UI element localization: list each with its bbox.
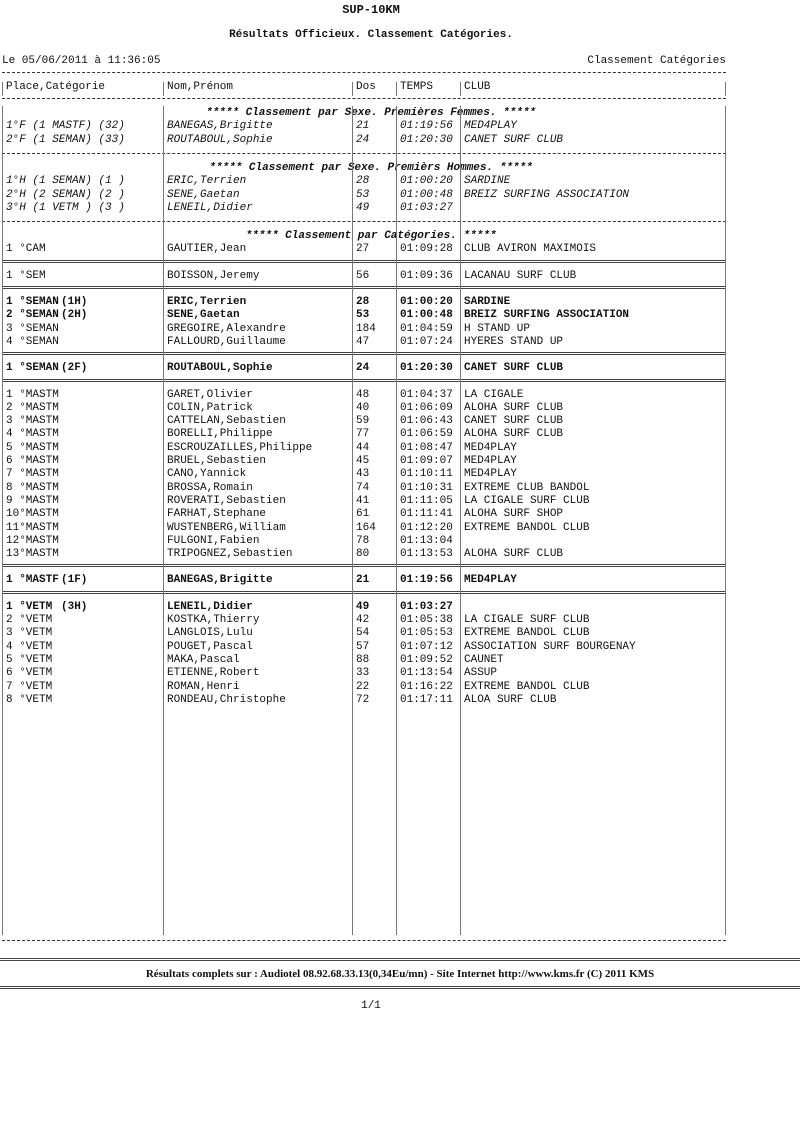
header-club: CLUB (464, 81, 491, 93)
table-row (0, 428, 742, 441)
column-rule (163, 82, 164, 96)
dos-cell: 53 (356, 188, 370, 201)
print-date: Le 05/06/2011 à 11:36:05 (2, 55, 161, 67)
header-name: Nom,Prénom (167, 81, 234, 93)
dos-cell: 59 (356, 415, 370, 428)
time-cell: 01:07:12 (400, 640, 453, 653)
dos-cell: 78 (356, 534, 370, 547)
club-cell: HYERES STAND UP (464, 335, 564, 348)
name-cell: TRIPOGNEZ,Sebastien (167, 548, 293, 561)
place-cell: 10°MASTM (6, 508, 59, 521)
table-row (0, 243, 742, 256)
time-cell: 01:00:48 (400, 188, 453, 201)
place-cell: 1 °SEM (6, 269, 46, 282)
column-rule (725, 82, 726, 96)
table-row (0, 389, 742, 402)
name-cell: LANGLOIS,Lulu (167, 627, 253, 640)
place-cell: 9 °MASTM (6, 494, 59, 507)
time-cell: 01:04:37 (400, 388, 453, 401)
name-cell: BROSSA,Romain (167, 481, 253, 494)
document-title: SUP-10KM (342, 3, 400, 17)
place-cell: 5 °VETM (6, 653, 53, 666)
table-row (0, 627, 742, 640)
club-cell: EXTREME CLUB BANDOL (464, 481, 590, 494)
dos-cell: 41 (356, 494, 370, 507)
name-cell: ROMAN,Henri (167, 680, 240, 693)
club-cell: CANET SURF CLUB (464, 362, 564, 375)
divider (2, 352, 726, 355)
place-cell: 6 °VETM (6, 667, 53, 680)
club-cell: ASSOCIATION SURF BOURGENAY (464, 640, 636, 653)
dos-cell: 21 (356, 120, 370, 133)
rank-tag: (2H) (61, 309, 88, 322)
club-cell: EXTREME BANDOL CLUB (464, 627, 590, 640)
table-row (0, 415, 742, 428)
time-cell: 01:12:20 (400, 521, 453, 534)
time-cell: 01:17:11 (400, 693, 453, 706)
table-row (0, 309, 742, 322)
place-cell: 3 °SEMAN (6, 322, 59, 335)
time-cell: 01:10:31 (400, 481, 453, 494)
place-cell: 1 °CAM (6, 243, 46, 256)
table-row (0, 614, 742, 627)
time-cell: 01:16:22 (400, 680, 453, 693)
table-row (0, 323, 742, 336)
name-cell: GAUTIER,Jean (167, 243, 247, 256)
club-cell: SARDINE (464, 296, 511, 308)
dos-cell: 45 (356, 455, 370, 467)
club-cell: MED4PLAY (464, 455, 517, 467)
table-row (0, 482, 742, 495)
dos-cell: 24 (356, 362, 370, 375)
classement-label: Classement Catégories (587, 55, 726, 67)
time-cell: 01:06:59 (400, 428, 453, 441)
divider (2, 98, 726, 99)
place-cell: 8 °MASTM (6, 481, 59, 494)
place-cell: 11°MASTM (6, 521, 59, 534)
table-row (0, 175, 742, 188)
time-cell: 01:13:54 (400, 667, 453, 680)
footer-text: Résultats complets sur : Audiotel 08.92.68.33.13(0,34Eu/mn) - Site Internet http://www.kms.fr (C) 2011 KMS (145, 968, 655, 980)
table-row (0, 336, 742, 349)
place-cell: 3 °VETM (6, 627, 53, 640)
time-cell: 01:00:20 (400, 296, 453, 308)
name-cell: ERIC,Terrien (167, 296, 247, 308)
club-cell: MED4PLAY (464, 441, 517, 454)
time-cell: 01:09:28 (400, 243, 453, 256)
time-cell: 01:19:56 (400, 120, 453, 133)
time-cell: 01:09:52 (400, 653, 453, 666)
club-cell: BREIZ SURFING ASSOCIATION (464, 309, 630, 322)
name-cell: ROUTABOUL,Sophie (167, 133, 273, 146)
table-row (0, 296, 742, 309)
time-cell: 01:13:04 (400, 534, 453, 547)
table-row (0, 495, 742, 508)
club-cell: CAUNET (464, 653, 504, 666)
name-cell: GREGOIRE,Alexandre (167, 322, 286, 335)
name-cell: POUGET,Pascal (167, 640, 253, 653)
dos-cell: 49 (356, 600, 370, 613)
place-cell: 12°MASTM (6, 534, 59, 547)
place-cell: 1°F (1 MASTF) (32) (6, 120, 125, 133)
column-rule (396, 82, 397, 96)
name-cell: RONDEAU,Christophe (167, 693, 286, 706)
column-rule (352, 106, 353, 935)
dos-cell: 22 (356, 680, 370, 693)
divider (2, 940, 726, 941)
section-heading: ***** Classement par Sexe. Premièrs Hommes. ***** (209, 161, 533, 174)
name-cell: LENEIL,Didier (167, 201, 253, 214)
place-cell: 5 °MASTM (6, 441, 59, 454)
place-cell: 3 °MASTM (6, 415, 59, 428)
time-cell: 01:04:59 (400, 322, 453, 335)
name-cell: ROVERATI,Sebastien (167, 494, 286, 507)
place-cell: 7 °VETM (6, 680, 53, 693)
divider (2, 221, 726, 222)
time-cell: 01:03:27 (400, 600, 453, 613)
dos-cell: 24 (356, 133, 370, 146)
place-cell: 1 °SEMAN (6, 296, 59, 308)
name-cell: BORELLI,Philippe (167, 428, 273, 441)
name-cell: ERIC,Terrien (167, 175, 247, 188)
table-row (0, 667, 742, 680)
time-cell: 01:11:05 (400, 494, 453, 507)
club-cell: ALOHA SURF CLUB (464, 401, 564, 414)
club-cell: MED4PLAY (464, 120, 517, 133)
time-cell: 01:05:53 (400, 627, 453, 640)
name-cell: CANO,Yannick (167, 468, 247, 481)
dos-cell: 48 (356, 388, 370, 401)
place-cell: 6 °MASTM (6, 455, 59, 467)
dos-cell: 72 (356, 693, 370, 706)
table-row (0, 362, 742, 375)
place-cell: 2 °VETM (6, 614, 53, 626)
table-row (0, 402, 742, 415)
name-cell: SENE,Gaetan (167, 309, 240, 322)
header-time: TEMPS (400, 81, 434, 93)
section-heading: ***** Classement par Catégories. ***** (245, 230, 497, 243)
club-cell: ALOA SURF CLUB (464, 693, 557, 706)
table-row (0, 508, 742, 521)
dos-cell: 57 (356, 640, 370, 653)
table-row (0, 270, 742, 283)
column-rule (460, 106, 461, 935)
name-cell: GARET,Olivier (167, 388, 253, 401)
table-row (0, 601, 742, 614)
place-cell: 8 °VETM (6, 693, 53, 706)
time-cell: 01:13:53 (400, 548, 453, 561)
time-cell: 01:00:48 (400, 309, 453, 322)
club-cell: LA CIGALE SURF CLUB (464, 614, 590, 626)
rank-tag: (1H) (61, 296, 88, 308)
divider (2, 379, 726, 382)
time-cell: 01:09:36 (400, 269, 453, 282)
dos-cell: 42 (356, 614, 370, 626)
place-cell: 4 °MASTM (6, 428, 59, 441)
footer-rule (0, 986, 800, 989)
dos-cell: 43 (356, 468, 370, 481)
column-rule (460, 82, 461, 96)
time-cell: 01:11:41 (400, 508, 453, 521)
rank-tag: (2F) (61, 362, 88, 375)
club-cell: CANET SURF CLUB (464, 133, 564, 146)
time-cell: 01:20:30 (400, 133, 453, 146)
dos-cell: 88 (356, 653, 370, 666)
time-cell: 01:06:43 (400, 415, 453, 428)
name-cell: FULGONI,Fabien (167, 534, 260, 547)
time-cell: 01:07:24 (400, 335, 453, 348)
table-row (0, 468, 742, 481)
header-dos: Dos (356, 81, 376, 93)
place-cell: 1 °MASTM (6, 388, 59, 401)
place-cell: 1 °MASTF (6, 574, 59, 587)
dos-cell: 80 (356, 548, 370, 561)
dos-cell: 49 (356, 201, 370, 214)
name-cell: COLIN,Patrick (167, 401, 253, 414)
footer-rule (0, 958, 800, 961)
dos-cell: 28 (356, 296, 370, 308)
dos-cell: 47 (356, 335, 370, 348)
name-cell: SENE,Gaetan (167, 188, 240, 201)
dos-cell: 54 (356, 627, 370, 640)
page-number: 1/1 (361, 1000, 381, 1012)
column-rule (352, 82, 353, 96)
name-cell: ROUTABOUL,Sophie (167, 362, 273, 375)
divider (2, 72, 726, 73)
dos-cell: 184 (356, 322, 376, 335)
time-cell: 01:08:47 (400, 441, 453, 454)
divider (2, 564, 726, 567)
place-cell: 2°H (2 SEMAN) (2 ) (6, 188, 125, 201)
table-row (0, 548, 742, 561)
club-cell: H STAND UP (464, 322, 531, 335)
place-cell: 1 °SEMAN (6, 362, 59, 375)
place-cell: 1°H (1 SEMAN) (1 ) (6, 175, 125, 188)
name-cell: ETIENNE,Robert (167, 667, 260, 680)
club-cell: EXTREME BANDOL CLUB (464, 680, 590, 693)
place-cell: 2 °MASTM (6, 401, 59, 414)
dos-cell: 77 (356, 428, 370, 441)
club-cell: SARDINE (464, 175, 511, 188)
table-row (0, 574, 742, 587)
place-cell: 1 °VETM (6, 600, 53, 613)
dos-cell: 164 (356, 521, 376, 534)
table-row (0, 134, 742, 147)
name-cell: LENEIL,Didier (167, 600, 253, 613)
name-cell: BANEGAS,Brigitte (167, 574, 273, 587)
name-cell: MAKA,Pascal (167, 653, 240, 666)
table-row (0, 202, 742, 215)
club-cell: LA CIGALE SURF CLUB (464, 494, 590, 507)
divider (2, 286, 726, 289)
time-cell: 01:10:11 (400, 468, 453, 481)
table-row (0, 641, 742, 654)
table-row (0, 654, 742, 667)
time-cell: 01:03:27 (400, 201, 453, 214)
section-heading: ***** Classement par Sexe. Premières Femmes. ***** (205, 107, 537, 119)
divider (2, 591, 726, 594)
dos-cell: 33 (356, 667, 370, 680)
divider (2, 153, 726, 154)
dos-cell: 53 (356, 309, 370, 322)
table-row (0, 120, 742, 133)
place-cell: 4 °SEMAN (6, 335, 59, 348)
table-row (0, 535, 742, 548)
dos-cell: 40 (356, 401, 370, 414)
time-cell: 01:20:30 (400, 362, 453, 375)
dos-cell: 74 (356, 481, 370, 494)
club-cell: ASSUP (464, 667, 498, 680)
time-cell: 01:19:56 (400, 574, 453, 587)
club-cell: ALOHA SURF SHOP (464, 508, 564, 521)
table-row (0, 522, 742, 535)
time-cell: 01:06:09 (400, 401, 453, 414)
name-cell: BRUEL,Sebastien (167, 455, 267, 467)
dos-cell: 61 (356, 508, 370, 521)
name-cell: WUSTENBERG,William (167, 521, 286, 534)
column-rule (2, 106, 3, 935)
header-place: Place,Catégorie (6, 81, 106, 93)
club-cell: CANET SURF CLUB (464, 415, 564, 428)
club-cell: LACANAU SURF CLUB (464, 269, 577, 282)
time-cell: 01:00:20 (400, 175, 453, 188)
time-cell: 01:05:38 (400, 614, 453, 626)
club-cell: MED4PLAY (464, 468, 517, 481)
divider (2, 260, 726, 263)
club-cell: CLUB AVIRON MAXIMOIS (464, 243, 597, 256)
dos-cell: 28 (356, 175, 370, 188)
dos-cell: 56 (356, 269, 370, 282)
dos-cell: 27 (356, 243, 370, 256)
name-cell: BANEGAS,Brigitte (167, 120, 273, 133)
place-cell: 2°F (1 SEMAN) (33) (6, 133, 125, 146)
place-cell: 13°MASTM (6, 548, 59, 561)
club-cell: LA CIGALE (464, 388, 524, 401)
table-row (0, 681, 742, 694)
table-row (0, 442, 742, 455)
column-rule (163, 106, 164, 935)
rank-tag: (3H) (61, 600, 88, 613)
club-cell: BREIZ SURFING ASSOCIATION (464, 188, 630, 201)
club-cell: ALOHA SURF CLUB (464, 428, 564, 441)
club-cell: ALOHA SURF CLUB (464, 548, 564, 561)
name-cell: BOISSON,Jeremy (167, 269, 260, 282)
name-cell: FALLOURD,Guillaume (167, 335, 286, 348)
place-cell: 2 °SEMAN (6, 309, 59, 322)
dos-cell: 21 (356, 574, 370, 587)
name-cell: CATTELAN,Sebastien (167, 415, 286, 428)
place-cell: 3°H (1 VETM ) (3 ) (6, 201, 125, 214)
column-rule (725, 106, 726, 935)
column-rule (2, 82, 3, 96)
place-cell: 7 °MASTM (6, 468, 59, 481)
name-cell: FARHAT,Stephane (167, 508, 267, 521)
name-cell: ESCROUZAILLES,Philippe (167, 441, 313, 454)
dos-cell: 44 (356, 441, 370, 454)
name-cell: KOSTKA,Thierry (167, 614, 260, 626)
column-rule (396, 106, 397, 935)
club-cell: EXTREME BANDOL CLUB (464, 521, 590, 534)
time-cell: 01:09:07 (400, 455, 453, 467)
table-row (0, 455, 742, 468)
table-row (0, 694, 742, 707)
rank-tag: (1F) (61, 574, 88, 587)
table-row (0, 189, 742, 202)
club-cell: MED4PLAY (464, 574, 517, 587)
document-subtitle: Résultats Officieux. Classement Catégories. (229, 29, 513, 41)
place-cell: 4 °VETM (6, 640, 53, 653)
